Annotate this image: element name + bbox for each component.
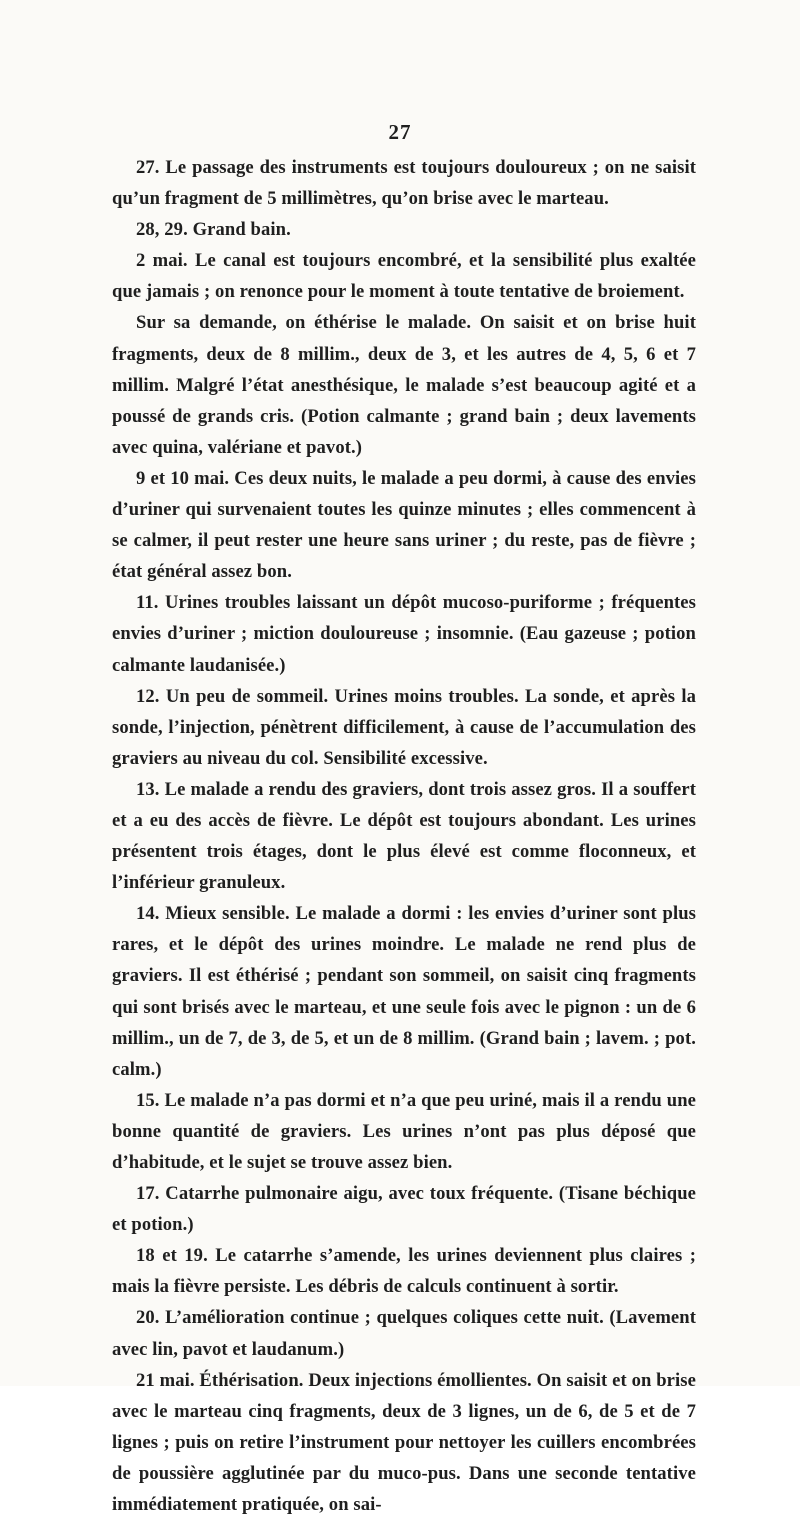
paragraph-entry-20: 20. L’amélioration continue ; quelques coliques cette nuit. (Lavement avec lin, pavot et laudanum.) — [112, 1307, 696, 1360]
paragraph-entry-9-10-mai: 9 et 10 mai. Ces deux nuits, le malade a peu dormi, à cause des envies d’uriner qui survenaient toutes les quinze minutes ; elles commencent à se calmer, il peut rester une heure sans uriner ; du reste, pas de fièvre ; état général assez bon. — [112, 467, 696, 583]
paragraph-entry-18-19: 18 et 19. Le catarrhe s’amende, les urines deviennent plus claires ; mais la fièvre persiste. Les débris de calculs continuent à sortir. — [112, 1245, 696, 1298]
paragraph-entry-11: 11. Urines troubles laissant un dépôt mucoso-puriforme ; fréquentes envies d’uriner ; miction douloureuse ; insomnie. (Eau gazeuse ; potion calmante laudanisée.) — [112, 592, 696, 676]
body-text — [112, 152, 696, 1520]
paragraph-entry-27: 27. Le passage des instruments est toujours douloureux ; on ne saisit qu’un fragment de 5 millimètres, qu’on brise avec le marteau. — [112, 157, 696, 210]
paragraph-entry-21-mai: 21 mai. Éthérisation. Deux injections émollientes. On saisit et on brise avec le marteau cinq fragments, deux de 3 lignes, un de 6, de 5 et de 7 lignes ; puis on retire l’instrument pour nettoyer les cuillers encombrées de poussière agglutinée par du muco-pus. Dans une seconde tentative immédiatement pratiquée, on sai- — [112, 1369, 696, 1516]
paragraph-entry-13: 13. Le malade a rendu des graviers, dont trois assez gros. Il a souffert et a eu des accès de fièvre. Le dépôt est toujours abondant. Les urines présentent trois étages, dont le plus élevé est comme floconneux, et l’inférieur granuleux. — [112, 778, 696, 894]
paragraph-etherisation: Sur sa demande, on éthérise le malade. On saisit et on brise huit fragments, deux de 8 millim., deux de 3, et les autres de 4, 5, 6 et 7 millim. Malgré l’état anesthésique, le malade s’est beaucoup agité et a poussé de grands cris. (Potion calmante ; grand bain ; deux lavements avec quina, valériane et pavot.) — [112, 312, 696, 458]
paragraph-entry-14: 14. Mieux sensible. Le malade a dormi : les envies d’uriner sont plus rares, et le dépôt des urines moindre. Le malade ne rend plus de graviers. Il est éthérisé ; pendant son sommeil, on saisit cinq fragments qui sont brisés avec le marteau, et une seule fois avec le pignon : un de 6 millim., un de 7, de 3, de 5, et un de 8 millim. (Grand bain ; lavem. ; pot. calm.) — [112, 903, 696, 1080]
paragraph-entry-15: 15. Le malade n’a pas dormi et n’a que peu uriné, mais il a rendu une bonne quantité de graviers. Les urines n’ont pas plus déposé que d’habitude, et le sujet se trouve assez bien. — [112, 1089, 696, 1173]
paragraph-entry-2-mai: 2 mai. Le canal est toujours encombré, et la sensibilité plus exaltée que jamais ; on renonce pour le moment à toute tentative de broiement. — [112, 250, 696, 303]
paragraph-entry-28-29: 28, 29. Grand bain. — [136, 219, 291, 241]
page-number: 27 — [388, 120, 412, 144]
paragraph-entry-17: 17. Catarrhe pulmonaire aigu, avec toux fréquente. (Tisane béchique et potion.) — [112, 1183, 696, 1236]
paragraph-entry-12: 12. Un peu de sommeil. Urines moins troubles. La sonde, et après la sonde, l’injection, pénètrent difficilement, à cause de l’accumulation des graviers au niveau du col. Sensibilité excessive. — [112, 685, 696, 769]
